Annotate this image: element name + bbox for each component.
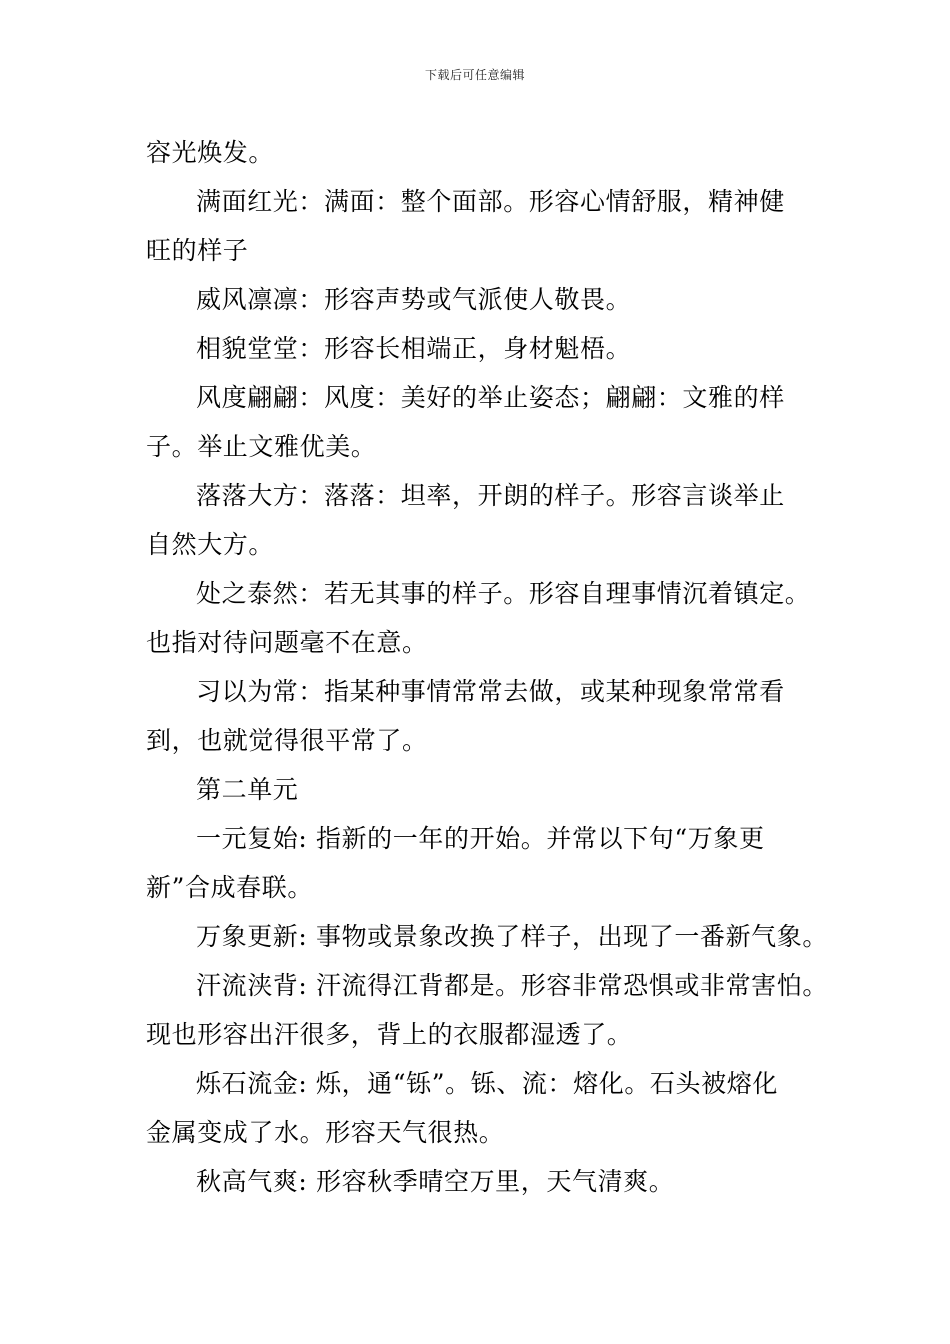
text-line: 第二单元 xyxy=(196,775,299,804)
section-heading xyxy=(146,765,810,814)
paragraph xyxy=(146,667,810,765)
text-line: 习以为常：指某种事情常常去做，或某种现象常常看 xyxy=(196,677,785,706)
text-line: 威风凛凛：形容声势或气派使人敬畏。 xyxy=(196,285,632,314)
paragraph xyxy=(146,373,810,471)
text-line: 处之泰然：若无其事的样子。形容自理事情沉着镇定。 xyxy=(196,579,811,608)
text-line: 金属变成了水。形容天气很热。 xyxy=(146,1118,505,1147)
text-line: 新”合成春联。 xyxy=(146,873,313,902)
text-line: 烁石流金: 烁，通“铄”。铄、流：熔化。石头被熔化 xyxy=(196,1069,778,1098)
paragraph xyxy=(146,569,810,667)
paragraph xyxy=(146,128,810,177)
paragraph xyxy=(146,177,810,275)
text-line: 汗流浃背: 汗流得江背都是。形容非常恐惧或非常害怕。 xyxy=(196,971,828,1000)
paragraph xyxy=(146,275,810,324)
text-line: 满面红光：满面：整个面部。形容心情舒服，精神健 xyxy=(196,187,785,216)
text-line: 也指对待问题毫不在意。 xyxy=(146,628,428,657)
paragraph xyxy=(146,912,828,961)
text-line: 自然大方。 xyxy=(146,530,275,559)
text-line: 秋高气爽: 形容秋季晴空万里，天气清爽。 xyxy=(196,1167,675,1196)
text-line: 万象更新: 事物或景象改换了样子，出现了一番新气象。 xyxy=(196,922,828,951)
text-line: 相貌堂堂：形容长相端正，身材魁梧。 xyxy=(196,334,632,363)
text-line: 落落大方：落落：坦率，开朗的样子。形容言谈举止 xyxy=(196,481,785,510)
text-line: 旺的样子 xyxy=(146,236,249,265)
paragraph xyxy=(146,471,810,569)
paragraph xyxy=(146,814,810,912)
page-header: 下载后可任意编辑 xyxy=(424,68,525,82)
text-line: 风度翩翩：风度：美好的举止姿态；翩翩：文雅的样 xyxy=(196,383,785,412)
document-body xyxy=(146,128,828,1206)
text-line: 一元复始: 指新的一年的开始。并常以下句“万象更 xyxy=(196,824,765,853)
paragraph xyxy=(146,1157,810,1206)
text-line: 现也形容出汗很多，背上的衣服都湿透了。 xyxy=(146,1020,633,1049)
text-line: 到，也就觉得很平常了。 xyxy=(146,726,428,755)
paragraph xyxy=(146,1059,810,1157)
paragraph xyxy=(146,961,828,1059)
paragraph xyxy=(146,324,810,373)
text-line: 子。举止文雅优美。 xyxy=(146,432,377,461)
text-line: 容光焕发。 xyxy=(146,138,275,167)
